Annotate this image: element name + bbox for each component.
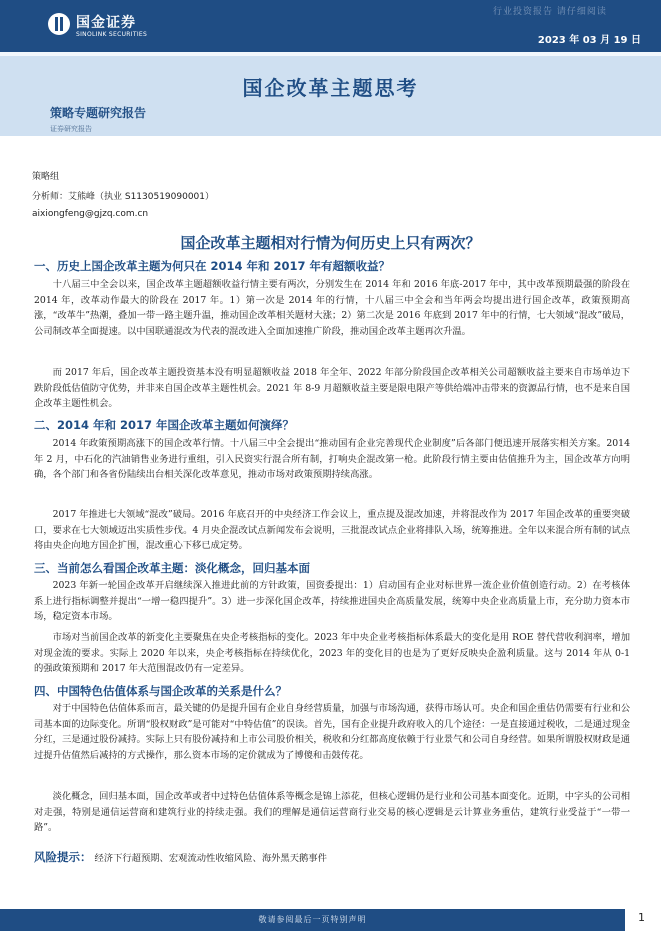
risk-text: 经济下行超预期、宏观流动性收缩风险、海外黑天鹅事件 [94,853,327,864]
logo-mark-icon [48,13,70,35]
risk-label: 风险提示： [34,850,92,864]
analyst-email[interactable]: aixiongfeng@gjzq.com.cn [32,209,149,219]
section-4-paragraph-2: 淡化概念，回归基本面，国企改革或者中过特色估值体系等概念是锦上添花，但核心逻辑仍是行业和公司基本面变化。近期，中字头的公司相对走强，特别是通信运营商和建筑行业的持续走强。我们的理解是通信运营商行业交易的核心逻辑是云计算业务重估，建筑行业受益于“一带一路”。 [34,791,630,833]
section-1-paragraph-1: 十八届三中全会以来，国企改革主题超额收益行情主要有两次，分别发生在 2014 年和 2016 年底-2017 年中，其中改革预期最强的阶段在 2014 年，改革动作最大的阶段在 2017 年。1）第一次是 2014 年的行情，十八届三中全会和当年两会均提出进行国企改革，政策预期高涨，“改革牛”热潮，叠加一带一路主题升温，推动国企改革相关题材大涨；2）第二次是 2016 年底到 2017 年中的行情，七大领域“混改”破局，公司制改革全面提速。以中国联通混改为代表的混改进入全面加速推广阶段，推动国企改革主题再次升温。 [34,279,630,337]
report-subtype: 证券研究报告 [50,125,92,133]
report-type: 策略专题研究报告 [50,106,147,120]
section-4-paragraph-1: 对于中国特色估值体系而言，最关键的仍是提升国有企业自身经营质量，加强与市场沟通，获得市场认可。央企和国企重估仍需要有行业和公司基本面的边际变化。所谓“股权财政”是可能对“中特估值”的误读。首先，国有企业提升政府收入的几个途径：一是直接通过税收，二是通过现金分红，三是通过股份减持。实际上只有股份减持和上市公司股价相关，税收和分红都高度依赖于行业景气和公司自身经营。如果所谓股权财政是通过提升估值然后减持的方式操作，那么资本市场的定价就成为了博傻和击鼓传花。 [34,703,630,761]
report-date: 2023 年 03 月 19 日 [537,35,641,46]
document-title: 国企改革主题思考 [242,76,419,100]
section-3-paragraph-2: 市场对当前国企改革的新变化主要聚焦在央企考核指标的变化。2023 年中央企业考核指标体系最大的变化是用 ROE 替代营收利润率，增加对现金流的要求。实际上 2020 年以来，央企考核指标在持续优化，2023 年的变化目的也是为了更好反映央企盈利质量。这与 2014 年从 0-1 的强政策预期和 2017 年大范围混改仍有一定差异。 [34,632,630,674]
author-group: 策略组 [32,172,60,182]
watermark-text: 行业投资报告 请仔细阅读 [493,7,607,17]
section-1-paragraph-2: 而 2017 年后，国企改革主题投资基本没有明显超额收益 2018 年全年、2022 年部分阶段国企改革相关公司超额收益主要来自市场单边下跌阶段低估值防守优势，并非来自国企改革主题性机会。2021 年 8-9 月超额收益主要是限电限产等供给端冲击带来的资源品行情，也不是来自国企改革主题性机会。 [34,367,631,409]
section-3-paragraph-1: 2023 年新一轮国企改革开启继续深入推进此前的方针政策，国资委提出：1）启动国有企业对标世界一流企业价值创造行动。2）在考核体系上进行指标调整并提出“一增一稳四提升”。3）进一步深化国企改革，持续推进国央企高质量发展，统筹中央企业高质量上市，充分助力资本市场，稳定资本市场。 [34,580,630,622]
header-stripe [0,52,661,56]
footer-disclaimer: 敬请参阅最后一页特别声明 [258,915,367,924]
risk-warning [34,849,327,865]
main-title: 国企改革主题相对行情为何历史上只有两次？ [180,234,481,252]
section-1-heading: 一、历史上国企改革主题为何只在 2014 年和 2017 年有超额收益？ [34,259,391,273]
page-number: 1 [638,911,645,924]
logo-name-en: SINOLINK SECURITIES [76,31,148,38]
section-2-paragraph-2: 2017 年推进七大领域“混改”破局。2016 年底召开的中央经济工作会议上，重点提及混改加速，并将混改作为 2017 年国企改革的重要突破口，要求在七大领域迈出实质性步伐。4 月央企混改试点新闻发布会说明，三批混改试点企业将排队入场，统筹推进。全年以来混合所有制的试点将由央企向地方国企扩围，混改重心下移已成定势。 [34,509,630,551]
section-3-heading: 三、当前怎么看国企改革主题：淡化概念，回归基本面 [34,561,310,575]
analyst-info: 分析师：艾熊峰（执业 S1130519090001） [32,192,215,202]
company-logo [48,10,178,44]
section-4-heading: 四、中国特色估值体系与国企改革的关系是什么？ [34,684,287,698]
section-2-paragraph-1: 2014 年政策预期高涨下的国企改革行情。十八届三中全会提出“推动国有企业完善现代企业制度”后各部门便迅速开展落实相关方案。2014 年 2 月，中石化的汽油销售业务进行重组，引入民资实行混合所有制，打响央企混改第一枪。此阶段行情主要由估值推升为主，国企改革方向明确，各个部门和各省份陆续出台相关深化改革意见，推动市场对政策预期持续高涨。 [34,438,630,480]
footer-bar [0,909,625,931]
logo-name-cn: 国金证券 [76,15,136,31]
section-2-heading: 二、2014 年和 2017 年国企改革主题如何演绎？ [34,418,295,432]
header-banner [0,0,661,136]
